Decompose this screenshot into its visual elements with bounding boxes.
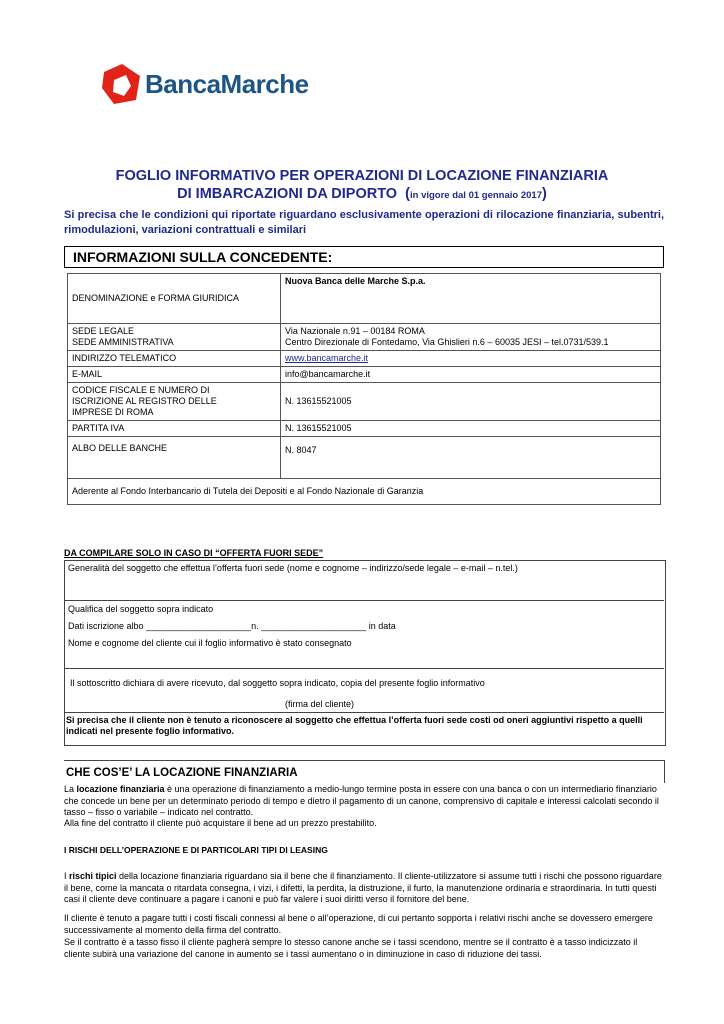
- fuori-sede-generalita: Generalità del soggetto che effettua l’offerta fuori sede (nome e cognome – indirizzo/sede legale – e-mail – n.tel.): [68, 563, 518, 573]
- title-validity: in vigore dal 01 gennaio 2017: [409, 190, 542, 201]
- table-row: [68, 437, 661, 479]
- website-link[interactable]: www.bancamarche.it: [285, 353, 369, 363]
- table-label: SEDE LEGALE SEDE AMMINISTRATIVA: [68, 324, 281, 351]
- document-title-line2: [0, 186, 724, 202]
- rischi-heading: I RISCHI DELL’OPERAZIONE E DI PARTICOLARI TIPI DI LEASING: [64, 845, 328, 855]
- divider: [64, 668, 664, 669]
- table-row: [68, 274, 661, 324]
- table-value: Via Nazionale n.91 – 00184 ROMA Centro Direzionale di Fontedamo, Via Ghislieri n.6 – 60035 JESI – tel.0731/539.1: [281, 324, 661, 351]
- table-label: DENOMINAZIONE e FORMA GIURIDICA: [68, 274, 281, 324]
- fuori-sede-heading: DA COMPILARE SOLO IN CASO DI “OFFERTA FUORI SEDE”: [64, 548, 324, 558]
- table-row: [68, 367, 661, 383]
- title-paren-open: (: [405, 186, 410, 202]
- locazione-heading: CHE COS’E’ LA LOCAZIONE FINANZIARIA: [66, 767, 298, 779]
- table-row: [68, 421, 661, 437]
- table-value: info@bancamarche.it: [281, 367, 661, 383]
- concedente-heading-box: [64, 246, 664, 268]
- banca-marche-logo-icon: [100, 62, 144, 106]
- table-row: [68, 351, 661, 367]
- table-label: INDIRIZZO TELEMATICO: [68, 351, 281, 367]
- fuori-sede-iscrizione: Dati iscrizione albo _____________________n. _____________________ in data: [68, 621, 396, 631]
- table-value: N. 13615521005: [281, 421, 661, 437]
- concedente-heading: INFORMAZIONI SULLA CONCEDENTE:: [73, 249, 333, 265]
- table-label: E-MAIL: [68, 367, 281, 383]
- concedente-table: [67, 273, 661, 505]
- locazione-paragraph-2: Alla fine del contratto il cliente può acquistare il bene ad un prezzo prestabilito.: [64, 818, 377, 828]
- table-value: Nuova Banca delle Marche S.p.a.: [281, 274, 661, 324]
- table-value: N. 8047: [281, 437, 661, 479]
- table-label: CODICE FISCALE E NUMERO DI ISCRIZIONE AL REGISTRO DELLE IMPRESE DI ROMA: [68, 383, 281, 421]
- rischi-paragraph-3: Se il contratto è a tasso fisso il cliente pagherà sempre lo stesso canone anche se i tassi scendono, mentre se il contratto è a tasso indicizzato il cliente subirà una variazione del canone in aumento se i tassi aumentano o in diminuzione in caso di riduzione dei tassi.: [64, 937, 638, 959]
- title-paren-close: ): [541, 186, 547, 202]
- fuori-sede-firma: (firma del cliente): [285, 699, 355, 709]
- table-row: [68, 383, 661, 421]
- table-value: [281, 351, 661, 367]
- intro-note: Si precisa che le condizioni qui riportate riguardano esclusivamente operazioni di rilocazione finanziaria, subentri, rimodulazioni, variazioni contrattuali e similari: [64, 209, 664, 236]
- rischi-paragraph: I rischi tipici della locazione finanziaria riguardano sia il bene che il finanziamento. Il cliente-utilizzatore si assume tutti i rischi che possono riguardare il bene, come la mancata o ritardata consegna, i vizi, i difetti, la perdita, la distruzione, il furto, la manutenzione ordinaria e straordinaria. In tutti questi casi il cliente deve continuare a pagare i canoni e può far valere i suoi diritti verso il fornitore del bene.: [64, 871, 662, 904]
- table-row: [68, 479, 661, 505]
- brand-logo: [100, 60, 320, 108]
- document-title-line1: FOGLIO INFORMATIVO PER OPERAZIONI DI LOCAZIONE FINANZIARIA: [115, 168, 609, 184]
- fuori-sede-cliente: Nome e cognome del cliente cui il foglio informativo è stato consegnato: [68, 638, 352, 648]
- fuori-sede-nota: Si precisa che il cliente non è tenuto a riconoscere al soggetto che effettua l’offerta fuori sede costi od oneri aggiuntivi rispetto a quelli indicati nel presente foglio informativo.: [66, 715, 643, 736]
- fuori-sede-dichiara: Il sottoscritto dichiara di avere ricevuto, dal soggetto sopra indicato, copia del presente foglio informativo: [70, 678, 485, 688]
- brand-name: BancaMarche: [145, 69, 309, 99]
- divider: [64, 600, 664, 601]
- locazione-paragraph: La locazione finanziaria è una operazione di finanziamento a medio-lungo termine posta in essere con una banca o con un intermediario finanziario che concede un bene per un determinato periodo di tempo e dietro il pagamento di un canone, comprensivo di capitale e interessi calcolati secondo il tasso – fisso o variabile – indicato nel contratto.: [64, 784, 659, 817]
- fuori-sede-qualifica: Qualifica del soggetto sopra indicato: [68, 604, 214, 614]
- table-row: [68, 324, 661, 351]
- table-label: ALBO DELLE BANCHE: [68, 437, 281, 479]
- divider: [64, 712, 664, 713]
- locazione-heading-box: [64, 760, 665, 783]
- title-subject: DI IMBARCAZIONI DA DIPORTO: [177, 186, 398, 202]
- table-value: N. 13615521005: [281, 383, 661, 421]
- rischi-paragraph-2: Il cliente è tenuto a pagare tutti i costi fiscali connessi al bene o all’operazione, di cui pertanto sopporta i relativi rischi anche se dovessero emergere successivamente al momento della firma del contratto.: [64, 913, 653, 935]
- table-label: PARTITA IVA: [68, 421, 281, 437]
- table-footer: Aderente al Fondo Interbancario di Tutela dei Depositi e al Fondo Nazionale di Garanzia: [68, 479, 661, 505]
